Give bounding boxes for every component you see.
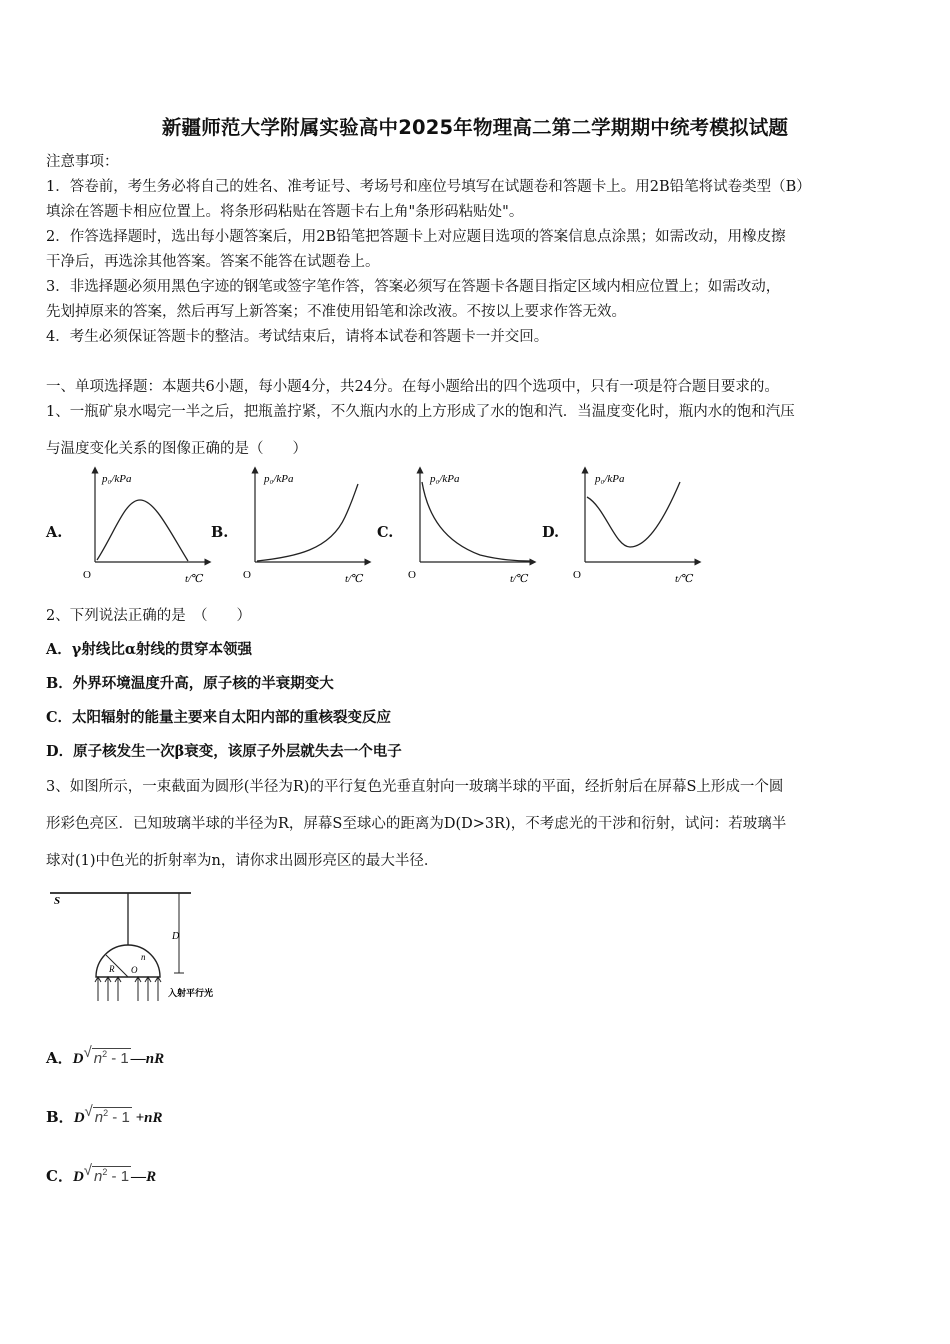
graph-a — [83, 470, 208, 585]
graph-a-label: A. — [46, 524, 63, 541]
index-label: n — [141, 952, 146, 962]
incident-rays — [95, 977, 161, 1001]
graph-a-xlabel: t/℃ — [185, 573, 204, 585]
screen-label: S — [54, 895, 61, 907]
notice-line: 先划掉原来的答案，然后再写上新答案；不准使用铅笔和涂改液。不按以上要求作答无效。 — [46, 304, 626, 320]
graph-b-xlabel: t/℃ — [345, 573, 364, 585]
light-label: 入射平行光 — [168, 989, 214, 999]
q3-figure — [46, 885, 236, 1010]
section-heading: 一、单项选择题：本题共6小题，每小题4分，共24分。在每小题给出的四个选项中，只有一项是符合题目要求的。 — [46, 379, 779, 395]
q3-option-c-letter: C． — [46, 1167, 73, 1185]
notice-line: 3．非选择题必须用黑色字迹的钢笔或签字笔作答，答案必须写在答题卡各题目指定区域内相应位置上；如需改动， — [46, 279, 781, 295]
q2-option-c: C．太阳辐射的能量主要来自太阳内部的重核裂变反应 — [46, 709, 392, 726]
notice-line: 4．考生必须保证答题卡的整洁。考试结束后，请将本试卷和答题卡一并交回。 — [46, 329, 549, 345]
graph-d — [573, 470, 698, 585]
q2-option-d: D．原子核发生一次β衰变，该原子外层就失去一个电子 — [46, 743, 402, 760]
graph-d-xlabel: t/℃ — [675, 573, 694, 585]
notice-heading: 注意事项： — [46, 154, 119, 170]
question-1-stem-cont: 与温度变化关系的图像正确的是（ ） — [46, 441, 307, 457]
graph-c-label: C. — [377, 524, 394, 541]
notice-line: 2．作答选择题时，选出每小题答案后，用2B铅笔把答题卡上对应题目选项的答案信息点涂黑；如需改动，用橡皮擦 — [46, 229, 786, 245]
q3-option-b-letter: B． — [46, 1108, 74, 1126]
graph-b-label: B. — [211, 524, 229, 541]
graph-d-ylabel: p₀/kPa — [595, 473, 625, 485]
graph-c-origin: O — [408, 569, 416, 581]
graph-b — [243, 470, 368, 585]
q3-option-c: C．D√ $n^2 - 1$ —R — [46, 1162, 157, 1185]
q1-graphs — [70, 462, 710, 592]
graph-b-ylabel: p₀/kPa — [264, 473, 294, 485]
q3-option-a: A．D√ $n^2 - 1$ —nR — [46, 1044, 165, 1067]
graph-c — [408, 470, 533, 585]
q3-option-a-letter: A． — [46, 1049, 73, 1067]
graph-c-xlabel: t/℃ — [510, 573, 529, 585]
question-3-stem-cont2: 球对(1)中色光的折射率为n，请你求出圆形亮区的最大半径． — [46, 853, 439, 869]
graph-a-origin: O — [83, 569, 91, 581]
notice-line: 填涂在答题卡相应位置上。将条形码粘贴在答题卡右上角"条形码粘贴处"。 — [46, 204, 524, 220]
radius-label: R — [109, 964, 115, 974]
notice-line: 1．答卷前，考生务必将自己的姓名、准考证号、考场号和座位号填写在试题卷和答题卡上。用2B铅笔将试卷类型（B） — [46, 179, 811, 195]
center-label: O — [131, 965, 138, 975]
question-3-stem-cont: 形彩色亮区．已知玻璃半球的半径为R，屏幕S至球心的距离为D(D>3R)，不考虑光的干涉和衍射，试问：若玻璃半 — [46, 816, 787, 832]
question-2-stem: 2、下列说法正确的是 （ ） — [46, 608, 251, 624]
distance-label: D — [172, 931, 180, 942]
q2-option-a: A．γ射线比α射线的贯穿本领强 — [46, 641, 252, 658]
graph-c-ylabel: p₀/kPa — [430, 473, 460, 485]
graph-b-origin: O — [243, 569, 251, 581]
graph-d-label: D. — [542, 524, 560, 541]
graph-d-origin: O — [573, 569, 581, 581]
hemisphere — [96, 945, 160, 977]
question-3-stem: 3、如图所示，一束截面为圆形(半径为R)的平行复色光垂直射向一玻璃半球的平面，经折射后在屏幕S上形成一个圆 — [46, 779, 784, 795]
q3-option-b: B．D√ $n^2 - 1 +nR$ — [46, 1103, 163, 1126]
graph-a-ylabel: p₀/kPa — [102, 473, 132, 485]
page-title: 新疆师范大学附属实验高中2025年物理高二第二学期期中统考模拟试题 — [161, 116, 789, 139]
q2-option-b: B．外界环境温度升高，原子核的半衰期变大 — [46, 675, 334, 692]
question-1-stem: 1、一瓶矿泉水喝完一半之后，把瓶盖拧紧，不久瓶内水的上方形成了水的饱和汽．当温度变化时，瓶内水的饱和汽压 — [46, 404, 795, 420]
notice-line: 干净后，再选涂其他答案。答案不能答在试题卷上。 — [46, 254, 380, 270]
